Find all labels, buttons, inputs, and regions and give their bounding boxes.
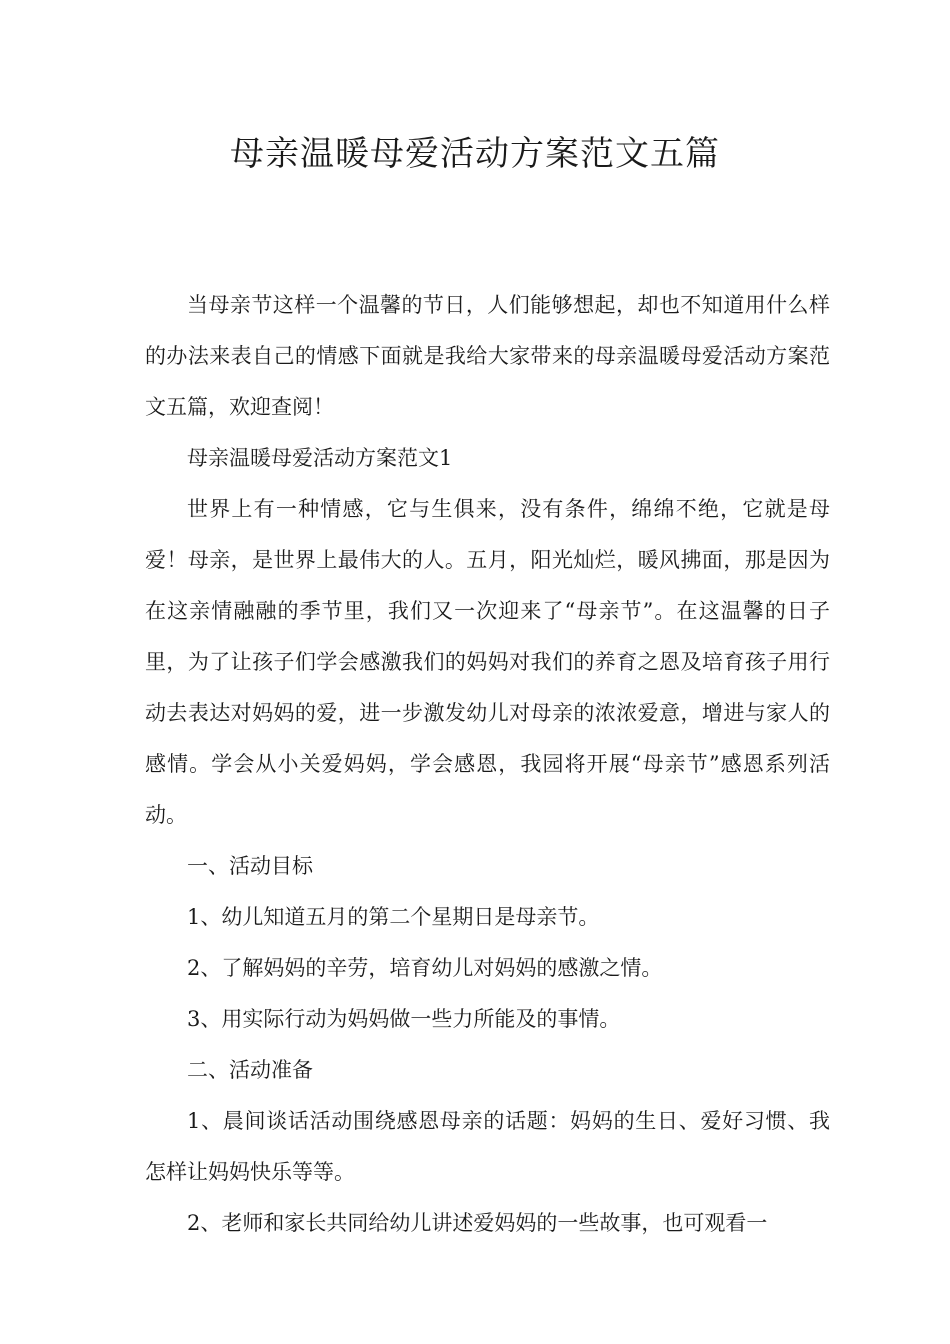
list-item: 1、晨间谈话活动围绕感恩母亲的话题：妈妈的生日、爱好习惯、我怎样让妈妈快乐等等。	[145, 1109, 830, 1184]
list-item: 3、用实际行动为妈妈做一些力所能及的事情。	[187, 1007, 621, 1031]
list-item: 2、了解妈妈的辛劳，培育幼儿对妈妈的感激之情。	[187, 956, 663, 980]
section-heading: 母亲温暖母爱活动方案范文1	[187, 446, 453, 470]
body-paragraph: 世界上有一种情感，它与生俱来，没有条件，绵绵不绝，它就是母爱！母亲，是世界上最伟大的人。五月，阳光灿烂，暖风拂面，那是因为在这亲情融融的季节里，我们又一次迎来了“母亲节”。在这温馨的日子里，为了让孩子们学会感激我们的妈妈对我们的养育之恩及培育孩子用行动去表达对妈妈的爱，进一步激发幼儿对母亲的浓浓爱意，增进与家人的感情。学会从小关爱妈妈，学会感恩，我园将开展“母亲节”感恩系列活动。	[145, 497, 830, 827]
subsection-heading: 二、活动准备	[187, 1058, 313, 1082]
document-title: 母亲温暖母爱活动方案范文五篇	[230, 134, 720, 174]
subsection-heading: 一、活动目标	[187, 854, 313, 878]
intro-paragraph: 当母亲节这样一个温馨的节日，人们能够想起，却也不知道用什么样的办法来表自己的情感下面就是我给大家带来的母亲温暖母爱活动方案范文五篇，欢迎查阅！	[145, 293, 830, 419]
document-body	[145, 280, 830, 1249]
list-item: 2、老师和家长共同给幼儿讲述爱妈妈的一些故事，也可观看一	[187, 1211, 768, 1235]
list-item: 1、幼儿知道五月的第二个星期日是母亲节。	[187, 905, 600, 929]
